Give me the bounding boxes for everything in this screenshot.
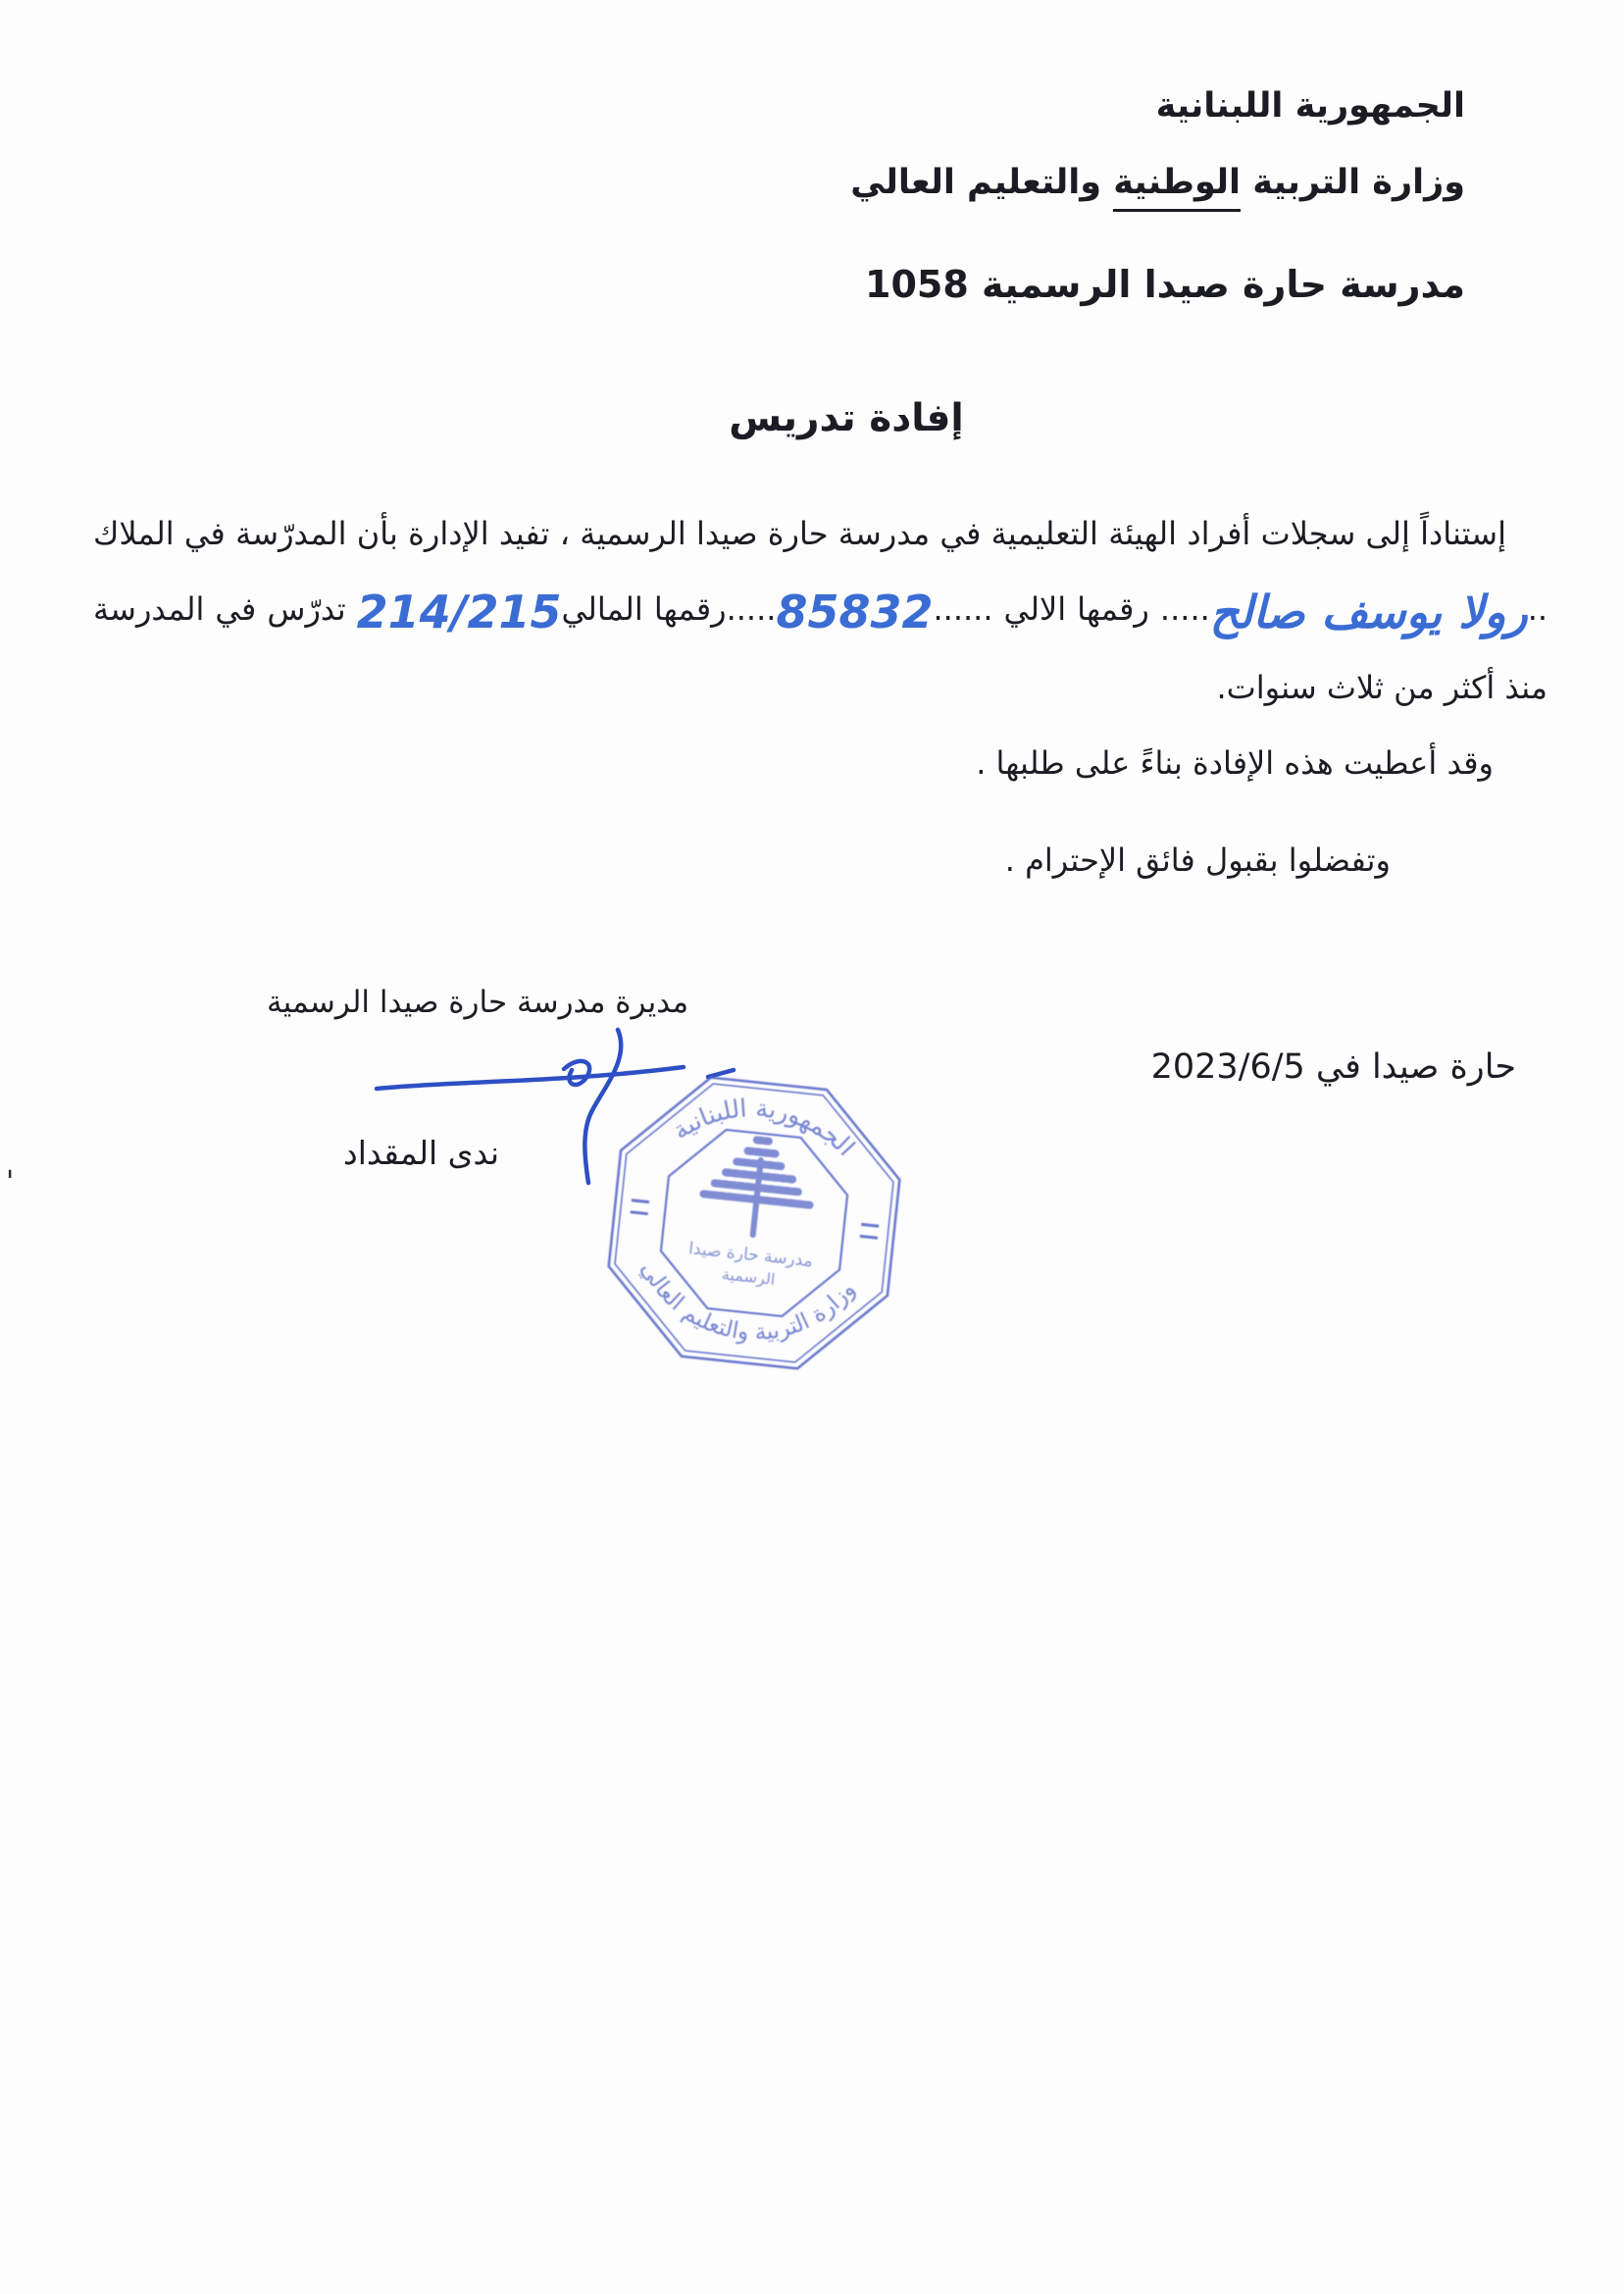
ministry-prefix: وزارة التربية	[1241, 163, 1465, 202]
stamp-top-textpath: الجمهورية اللبنانية	[667, 1094, 861, 1162]
republic-line: الجمهورية اللبنانية	[1155, 86, 1465, 126]
date-line: حارة صيدا في 2023/6/5	[1150, 1047, 1516, 1087]
letterhead	[850, 86, 1465, 306]
ministry-suffix: والتعليم العالي	[850, 163, 1114, 202]
cedar-tree-icon	[700, 1135, 816, 1240]
school-line: مدرسة حارة صيدا الرسمية 1058	[865, 263, 1465, 306]
document-title: إفادة تدريس	[729, 396, 964, 440]
stamp-center-line2: الرسمية	[721, 1264, 777, 1289]
principal-name: ندى المقداد	[343, 1134, 500, 1172]
financial-number-handwritten: 214/215	[356, 586, 562, 638]
stamp-bottom-textpath: وزارة التربية والتعليم العالي	[635, 1257, 861, 1346]
official-stamp-octagon-seal	[581, 1049, 928, 1397]
ministry-underlined-word: الوطنية	[1113, 163, 1241, 212]
auto-number-handwritten: 85832	[776, 586, 934, 638]
stray-ink-mark: '	[6, 1165, 15, 1199]
dotted-leader: .....	[1159, 590, 1210, 628]
body-paragraph-3: وتفضلوا بقبول فائق الإحترام .	[1004, 841, 1391, 879]
paragraph-tail: تدرّس في المدرسة منذ أكثر من ثلاث سنوات.	[93, 590, 1548, 706]
body-paragraph-2: وقد أعطيت هذه الإفادة بناءً على طلبها .	[976, 744, 1494, 782]
dotted-leader: .....	[726, 590, 777, 628]
body-paragraph-1	[93, 496, 1548, 726]
stamp-center-line1: مدرسة حارة صيدا	[687, 1239, 814, 1272]
auto-number-label: رقمها الالي	[1003, 590, 1149, 628]
financial-number-label: رقمها المالي	[561, 590, 727, 628]
dotted-leader: ..	[1527, 590, 1548, 628]
teacher-name-handwritten: رولا يوسف صالح	[1209, 586, 1528, 638]
paragraph-intro: إستناداً إلى سجلات أفراد الهيئة التعليمية في مدرسة حارة صيدا الرسمية ، تفيد الإدارة بأن المدرّسة في الملاك	[93, 515, 1506, 552]
signature-loop	[564, 1061, 589, 1085]
ministry-line	[850, 163, 1465, 202]
document-body	[93, 496, 1548, 898]
dotted-leader: ......	[933, 590, 993, 628]
principal-title: مديرة مدرسة حارة صيدا الرسمية	[267, 985, 689, 1020]
